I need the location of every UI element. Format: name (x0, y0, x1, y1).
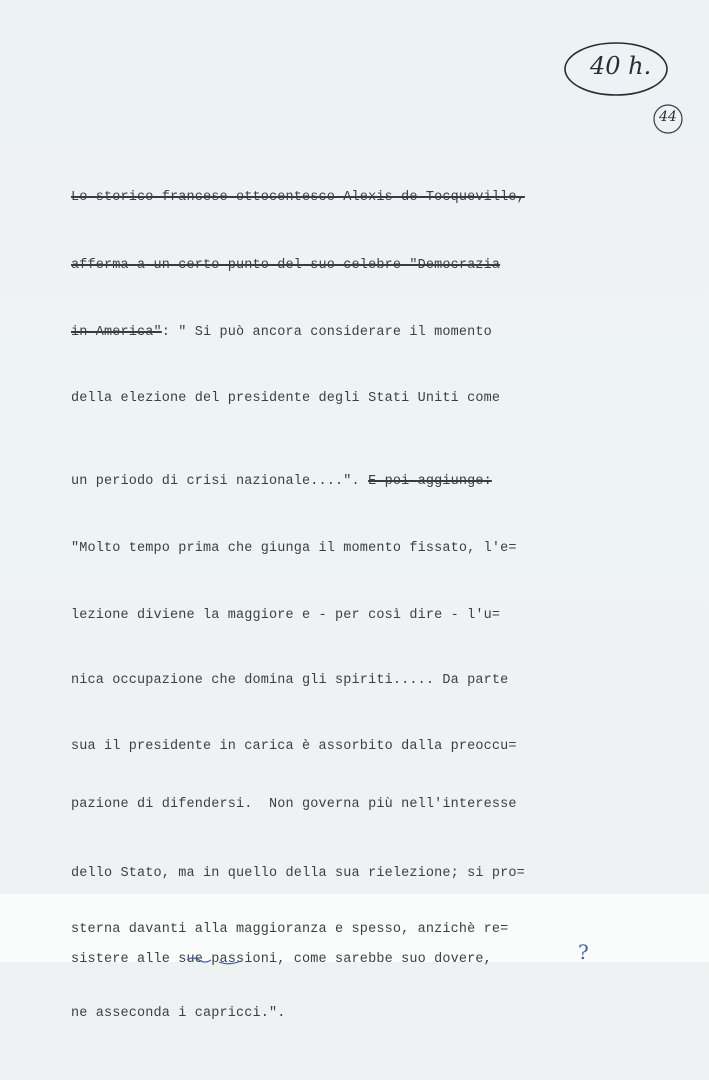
struck-text: Lo storico francese ottocentesco Alexis de Tocqueville, (71, 190, 525, 205)
text-line-10 (38, 781, 517, 829)
text-line-3 (38, 309, 492, 357)
text-line-13 (38, 936, 492, 984)
page-number: 44 (659, 109, 677, 125)
text-line-2 (38, 242, 500, 290)
line-text: lezione diviene la maggiore e - per così dire - l'u= (71, 608, 501, 623)
text-line-5 (38, 458, 492, 506)
line-text: "Molto tempo prima che giunga il momento fissato, l'e= (71, 541, 517, 556)
text-line-8 (38, 657, 508, 705)
text-line-11 (38, 850, 525, 898)
text-line-7 (38, 592, 500, 640)
ink-underline-mark (185, 954, 255, 966)
line-text: : " Si può ancora considerare il momento (161, 325, 492, 340)
line-text: nica occupazione che domina gli spiriti..... Da parte (71, 673, 509, 688)
line-text: ne asseconda i capricci.". (71, 1006, 286, 1021)
folio-number: 40 h. (590, 52, 652, 80)
text-line-4 (38, 375, 500, 423)
line-text: sistere alle sue passioni, come sarebbe suo dovere, (71, 952, 492, 967)
text-line-14 (38, 990, 286, 1038)
struck-text: in America" (71, 325, 162, 340)
text-line-1 (38, 174, 525, 222)
line-text: della elezione del presidente degli Stati Uniti come (71, 391, 501, 406)
line-text: un periodo di crisi nazionale....". (71, 474, 360, 489)
line-text: sterna davanti alla maggioranza e spesso, anzichè re= (71, 922, 509, 937)
margin-question-mark: ? (578, 940, 589, 964)
struck-text: E poi aggiunge: (368, 474, 492, 489)
line-text: sua il presidente in carica è assorbito dalla preoccu= (71, 739, 517, 754)
text-line-6 (38, 525, 517, 573)
text-line-9 (38, 723, 517, 771)
struck-text: afferma a un certo punto del suo celebre "Democrazia (71, 258, 501, 273)
line-text: pazione di difendersi. Non governa più nell'interesse (71, 797, 517, 812)
line-text: dello Stato, ma in quello della sua rielezione; si pro= (71, 866, 525, 881)
